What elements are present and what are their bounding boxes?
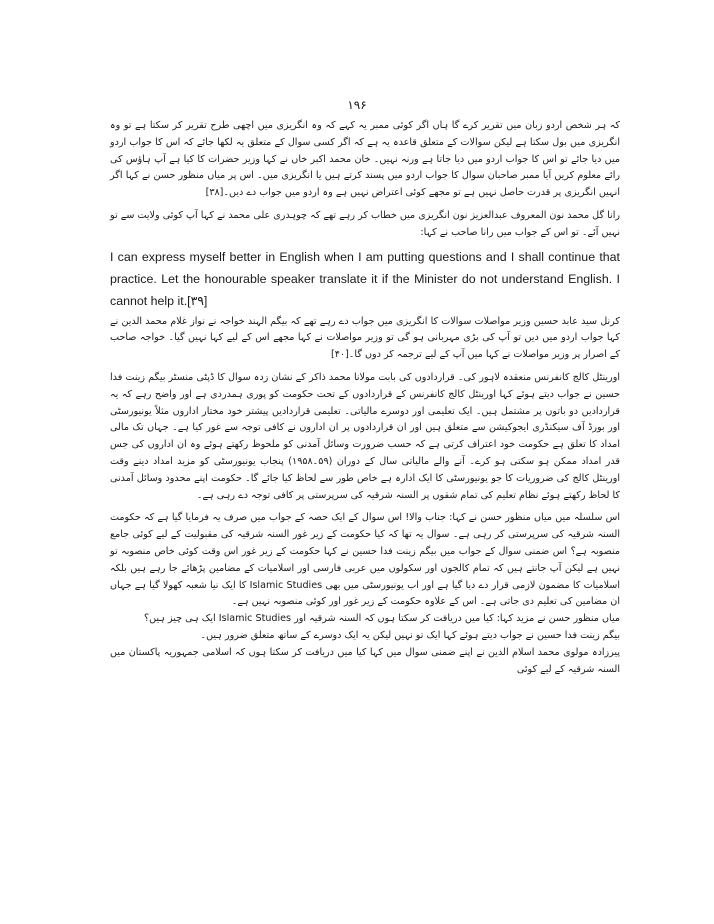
paragraph-7: بیگم زینت فدا حسین نے جواب دیتے ہوئے کہا ایک تو نہیں لیکن یہ ایک دوسرے کے ساتھ متعلق ضرور ہیں۔ bbox=[200, 629, 620, 641]
paragraph-2: رانا گل محمد نون المعروف عبدالعزیز نون انگریزی میں خطاب کر رہے تھے کہ چوہدری علی محمد نے کہا آپ کوئی ولایت سے تو نہیں آئے۔ تو اس کے جواب میں رانا صاحب نے کہا: bbox=[110, 209, 620, 238]
paragraph-8: پیرزادہ مولوی محمد اسلام الدین نے اپنے ضمنی سوال میں کہا کیا میں دریافت کر سکتا ہوں کہ اسلامی جمہوریہ پاکستان میں السنہ شرقیہ کے لیے کوئی bbox=[110, 646, 620, 675]
page-number: ۱۹۶ bbox=[347, 98, 367, 112]
paragraph-6: میاں منظور حسن نے مزید کہا: کیا میں دریافت کر سکتا ہوں کہ السنہ شرقیہ اور Islamic Studies ایک ہی چیز ہیں؟ bbox=[143, 613, 620, 625]
paragraph-1: کہ ہر شخص اردو زبان میں تقریر کرے گا ہاں اگر کوئی ممبر یہ کہے کہ وہ انگریزی میں اچھی طرح تقریر کر سکتا ہے تو وہ انگریزی میں بول سکتا ہے لیکن سوالات کے متعلق قاعدہ یہ ہے کہ اگر کسی سوال کے متعلق یہ لکھا جائے کہ اس کا جواب اردو میں دیا جائے تو اس کا جواب اردو میں دیا جاتا ہے ورنہ نہیں۔ خان محمد اکبر خاں نے کہا وزیر حضرات کا کیا ہے آپ ہاؤس کی رائے معلوم کریں آیا ممبر صاحبان سوال کا جواب اردو میں پسند کرتے ہیں یا انگریزی میں۔ اس پر میاں منظور حسن نے کہا اگر انہیں انگریزی پر قدرت حاصل نہیں ہے تو مجھے کوئی اعتراض نہیں ہے وہ اردو میں جواب دے دیں۔[۳۸] bbox=[110, 120, 620, 199]
document-body bbox=[110, 118, 620, 678]
paragraph-3: کرنل سید عابد حسین وزیر مواصلات سوالات کا انگریزی میں جواب دے رہے تھے کہ بیگم الہند خواجہ نے نواز غلام محمد الدین نے کہا جواب اردو میں دیں تو آپ کی بڑی مہربانی ہو گی تو وزیر مواصلات نے کہا مجھے اس کے لیے کہا نہیں گیا۔ خواجہ صاحب کے اصرار پر وزیر مواصلات نے کہا میں آپ کے لیے ترجمہ کر دوں گا۔[۴۰] bbox=[110, 315, 620, 361]
paragraph-4: اورینٹل کالج کانفرنس منعقدہ لاہور کی۔ قراردادوں کی بابت مولانا محمد ذاکر کے نشان زدہ سوال کا ڈپٹی منسٹر بیگم زینت فدا حسین نے جواب دیتے ہوئے کہا اورینٹل کالج کانفرنس کے قراردادوں کے تحت حکومت کو پوری ہمدردی ہے اور واضح رہے کہ یہ قراردادیں دو باتوں پر مشتمل ہیں۔ ایک تعلیمی اور دوسرے مالیاتی۔ تعلیمی قراردادیں پیشتر خود مختار اداروں مثلاً یونیورسٹی اور بورڈ آف سیکنڈری ایجوکیشن سے متعلق ہیں اور ان قراردادوں پر ان اداروں نے کافی توجہ سے غور کیا ہے۔ جہاں تک مالی امداد کا تعلق ہے حکومت خود اعتراف کرتی ہے کہ حسب ضرورت وسائل آمدنی کو ملحوظ رکھتے ہوئے وہ ان اداروں کی جس قدر امداد ممکن ہو سکتی ہو کرے۔ آنے والے مالیاتی سال کے دوران (۵۹۔۱۹۵۸) پنجاب یونیورسٹی کو مزید امداد دینے وقت اورینٹل کالج کی ضروریات کا جو یونیورسٹی کا ایک ادارہ ہے خاص طور سے لحاظ کیا جائے گا۔ حکومت اپنے محدود وسائل آمدنی کا لحاظ رکھتے ہوئے نظام تعلیم کی تمام شقوں پر السنہ شرقیہ کی سرپرستی پر کافی توجہ دے رہی ہے۔ bbox=[110, 371, 620, 501]
paragraph-5: اس سلسلہ میں میاں منظور حسن نے کہا: جناب والا! اس سوال کے ایک حصہ کے جواب میں صرف یہ فرمایا گیا ہے کہ حکومت السنہ شرقیہ کی سرپرستی کر رہی ہے۔ سوال یہ تھا کہ کیا حکومت کے زیر غور السنہ شرقیہ کی مقبولیت کے لیے کوئی جامع منصوبہ ہے؟ اس ضمنی سوال کے جواب میں بیگم زینت فدا حسین نے کہا حکومت کے زیر غور اس وقت کوئی خاص منصوبہ تو نہیں ہے لیکن آپ جانتے ہیں کہ تمام کالجوں اور سکولوں میں عربی فارسی اور اسلامیات کے مضامین پڑھائے جا رہے ہیں بلکہ اسلامیات کا مضمون لازمی قرار دے دیا گیا ہے اور اب یونیورسٹی میں بھی Islamic Studies کا ایک نیا شعبہ کھولا گیا ہے جہاں ان مضامین کی تعلیم دی جاتی ہے۔ اس کے علاوہ حکومت کے زیر غور اور کوئی منصوبہ نہیں ہے۔ bbox=[110, 512, 621, 608]
english-quote: I can express myself better in English when I am putting questions and I shall continue that practice. Let the honourable speaker translate it if the Minister do not understand English. I cannot help it.[۳۹] bbox=[110, 249, 620, 308]
